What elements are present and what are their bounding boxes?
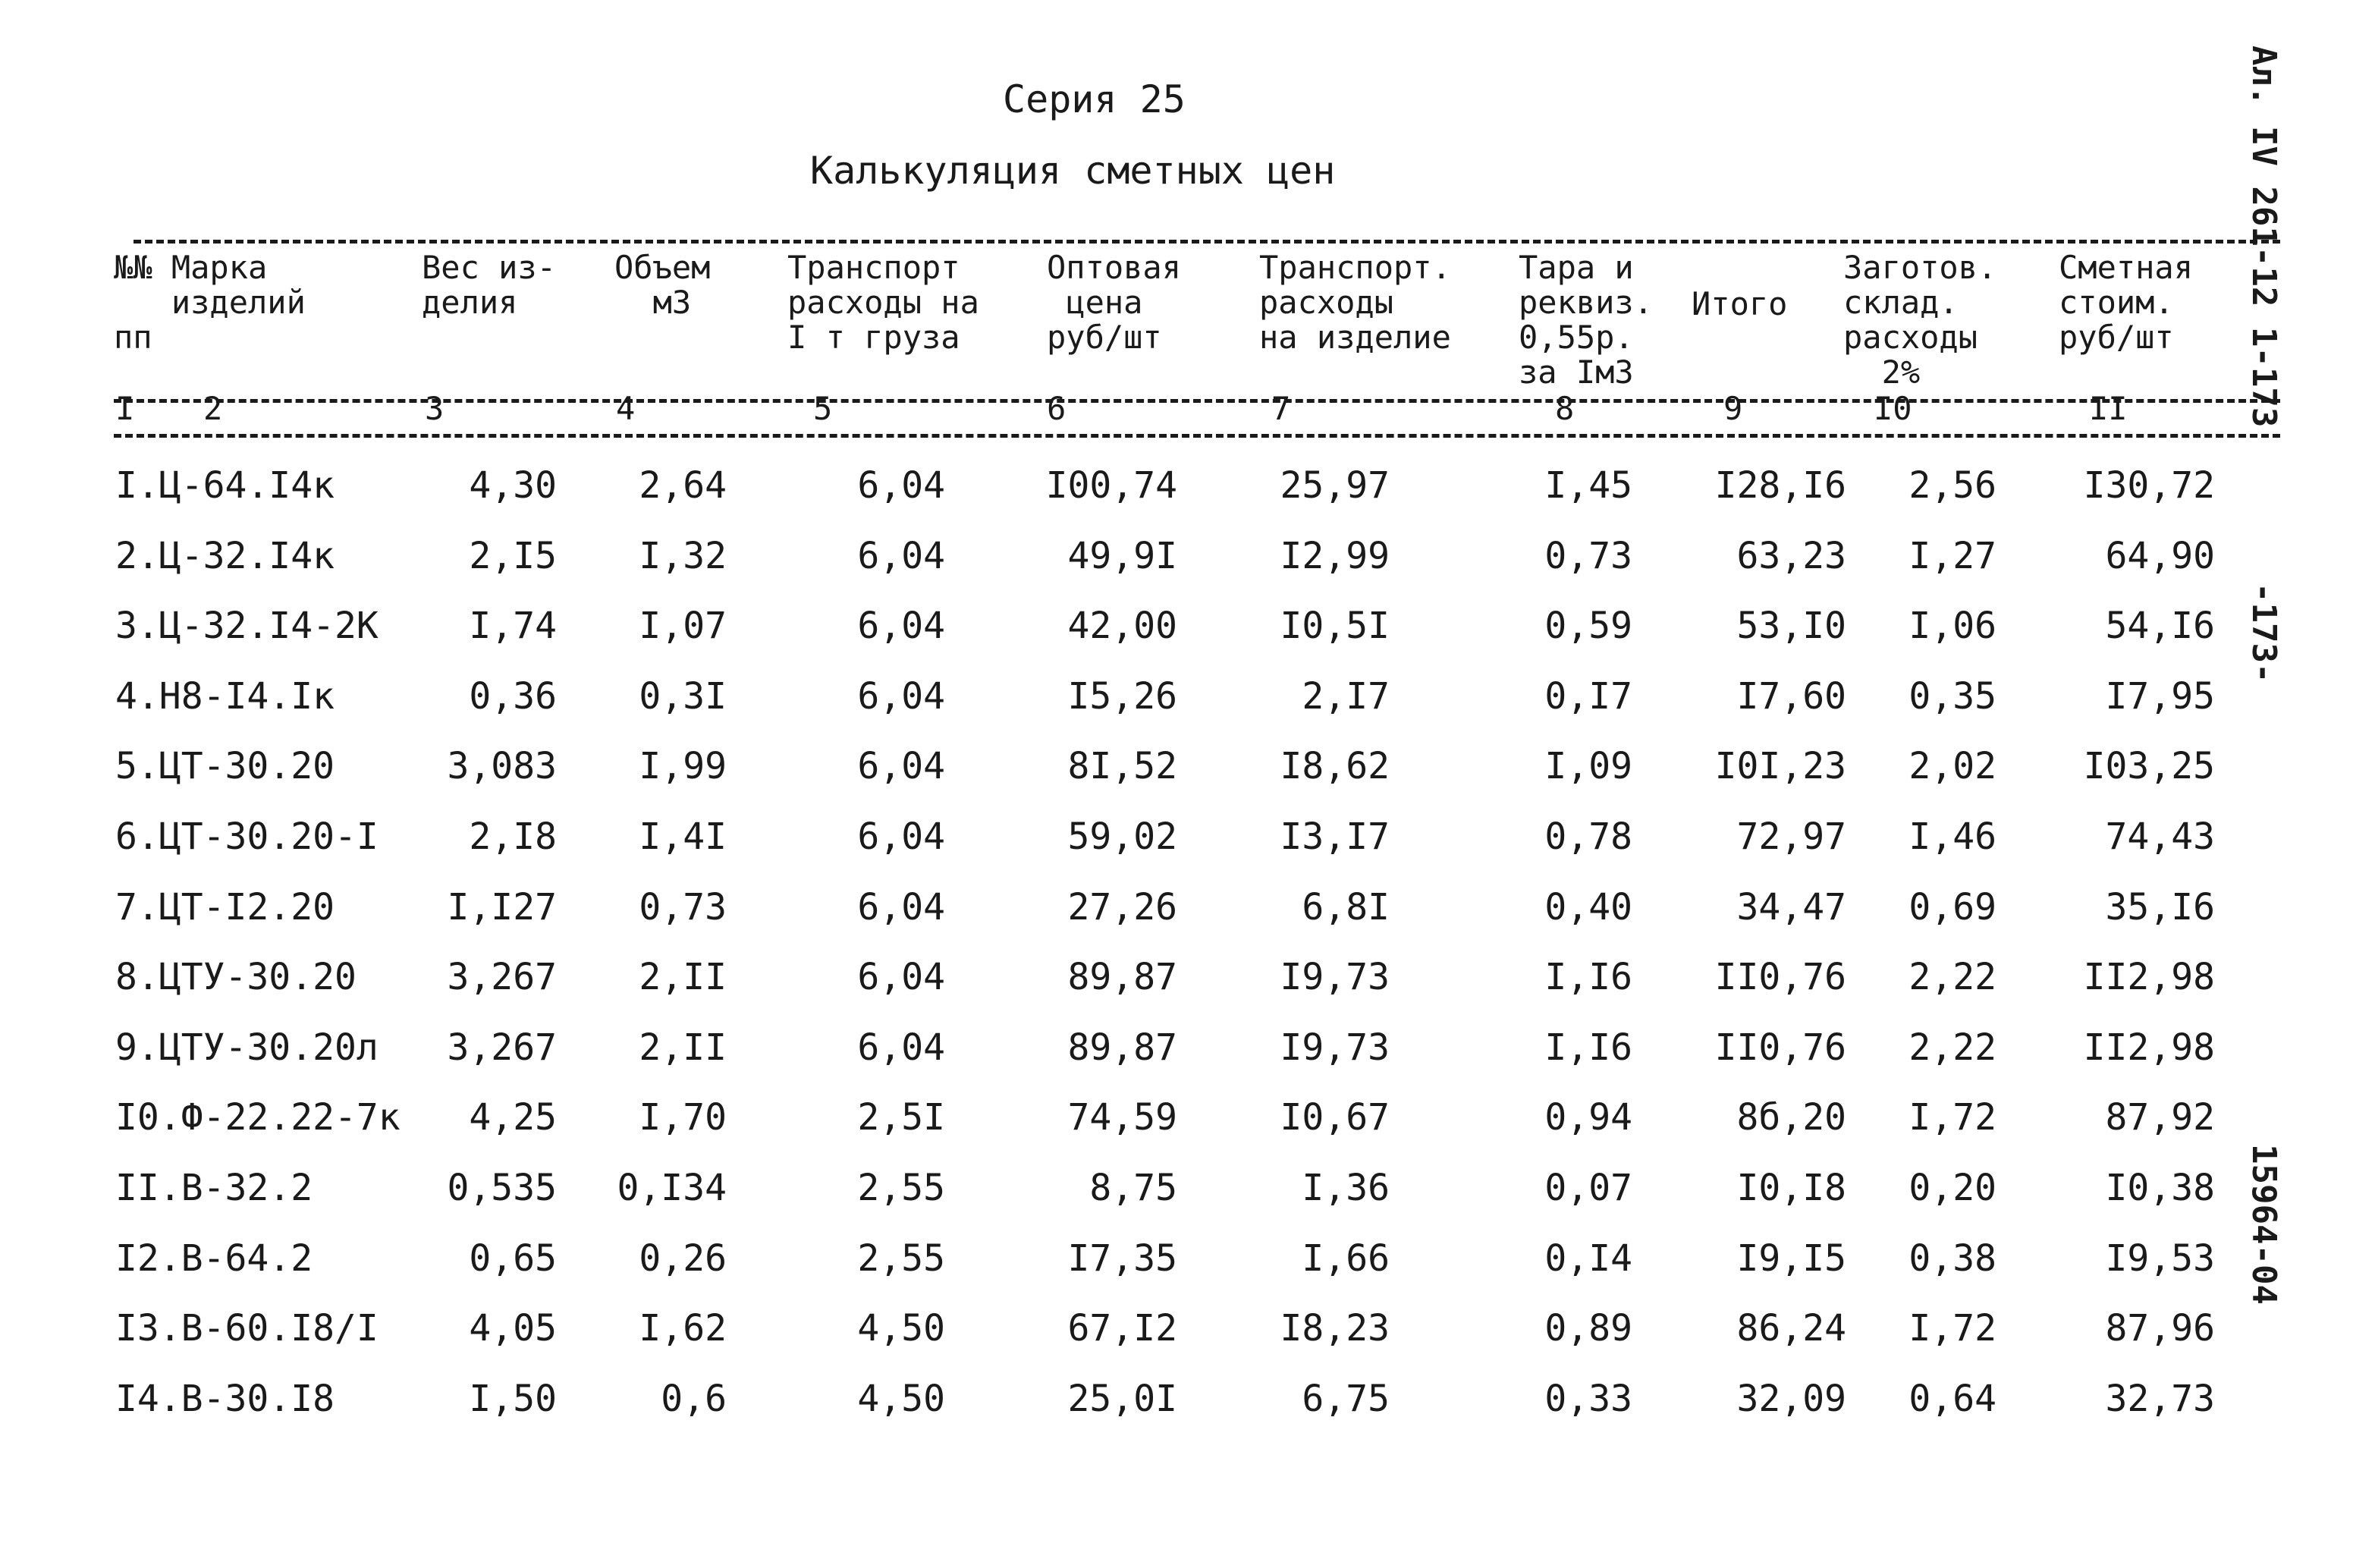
cell-value: 2,II xyxy=(639,1026,727,1069)
cell-value: 2,22 xyxy=(1908,1026,1996,1069)
cell-value: 0,26 xyxy=(639,1236,727,1280)
cell-value: I7,35 xyxy=(1067,1236,1177,1280)
cell-value: II0,76 xyxy=(1714,1026,1846,1069)
cell-value: 27,26 xyxy=(1067,885,1177,929)
cell-item-mark: 5.ЦТ-30.20 xyxy=(115,745,335,788)
cell-value: 6,04 xyxy=(857,745,945,788)
header-c9: Итого xyxy=(1692,285,1788,322)
cell-value: 0,65 xyxy=(469,1236,557,1280)
cell-value: I,I6 xyxy=(1544,1026,1632,1069)
cell-item-mark: 7.ЦТ-I2.20 xyxy=(115,885,335,929)
cell-value: I,36 xyxy=(1302,1167,1390,1209)
cell-value: I,27 xyxy=(1908,534,1996,577)
cell-item-mark: I.Ц-64.I4к xyxy=(115,464,335,507)
column-number: 6 xyxy=(1047,390,1067,427)
cell-item-mark: 8.ЦТУ-30.20 xyxy=(115,956,357,999)
cell-value: 2,I7 xyxy=(1302,674,1390,718)
cell-value: I03,25 xyxy=(2083,745,2215,788)
column-number: 8 xyxy=(1555,390,1575,427)
cell-value: 4,25 xyxy=(469,1096,557,1139)
cell-value: 35,I6 xyxy=(2105,885,2215,929)
cell-value: 32,09 xyxy=(1736,1377,1846,1420)
cell-value: 34,47 xyxy=(1736,885,1846,929)
header-c8: Тара и реквиз. 0,55р. за Iм3 xyxy=(1519,249,1654,391)
cell-value: II0,76 xyxy=(1714,956,1846,999)
cell-item-mark: 3.Ц-32.I4-2К xyxy=(115,605,379,648)
cell-value: 3,083 xyxy=(447,745,557,788)
cell-value: I0,38 xyxy=(2105,1167,2215,1209)
cell-value: I,46 xyxy=(1908,815,1996,858)
cell-item-mark: I2.В-64.2 xyxy=(115,1236,313,1280)
cell-item-mark: I0.Ф-22.22-7к xyxy=(115,1096,401,1139)
cell-value: I0,I8 xyxy=(1736,1167,1846,1209)
cell-value: 0,94 xyxy=(1544,1096,1632,1139)
header-c7: Транспорт. расходы на изделие xyxy=(1259,249,1451,356)
header-c10: Заготов. склад. расходы 2% xyxy=(1843,249,1997,391)
cell-value: 63,23 xyxy=(1736,534,1846,577)
column-number: 3 xyxy=(425,390,445,427)
cell-value: I0,67 xyxy=(1280,1096,1390,1139)
cell-value: I,32 xyxy=(639,534,727,577)
cell-value: 0,07 xyxy=(1544,1167,1632,1209)
cell-value: I8,23 xyxy=(1280,1307,1390,1350)
header-c5: Транспорт расходы на I т груза xyxy=(787,249,979,356)
cell-value: 8,75 xyxy=(1089,1167,1177,1209)
column-number: 7 xyxy=(1271,390,1291,427)
cell-item-mark: II.В-32.2 xyxy=(115,1167,313,1209)
cell-value: I30,72 xyxy=(2083,464,2215,507)
cell-value: 67,I2 xyxy=(1067,1307,1177,1350)
cell-value: 2,55 xyxy=(857,1167,945,1209)
cell-value: 2,5I xyxy=(857,1096,945,1139)
cell-value: I5,26 xyxy=(1067,674,1177,718)
cell-value: I7,60 xyxy=(1736,674,1846,718)
cell-value: 2,I8 xyxy=(469,815,557,858)
cell-value: I7,95 xyxy=(2105,674,2215,718)
cell-value: 2,II xyxy=(639,956,727,999)
margin-reference-bottom: 15964-04 xyxy=(2245,1144,2283,1305)
cell-value: 87,96 xyxy=(2105,1307,2215,1350)
cell-value: 0,6 xyxy=(661,1377,727,1420)
cell-value: I,4I xyxy=(639,815,727,858)
cell-value: 6,04 xyxy=(857,885,945,929)
cell-value: 89,87 xyxy=(1067,956,1177,999)
cell-value: 2,02 xyxy=(1908,745,1996,788)
cell-value: 25,97 xyxy=(1280,464,1390,507)
cell-value: 0,I34 xyxy=(617,1167,727,1209)
cell-value: 4,30 xyxy=(469,464,557,507)
cell-value: I,72 xyxy=(1908,1096,1996,1139)
cell-value: 0,I4 xyxy=(1544,1236,1632,1280)
cell-value: 6,04 xyxy=(857,534,945,577)
column-number: I0 xyxy=(1874,390,1912,427)
header-c1: №№ Марка изделий пп xyxy=(114,249,306,356)
cell-value: 0,59 xyxy=(1544,605,1632,648)
cell-item-mark: 9.ЦТУ-30.20л xyxy=(115,1026,379,1069)
cell-value: 89,87 xyxy=(1067,1026,1177,1069)
cell-value: I9,I5 xyxy=(1736,1236,1846,1280)
cell-value: I3,I7 xyxy=(1280,815,1390,858)
cell-value: 53,I0 xyxy=(1736,605,1846,648)
cell-value: II2,98 xyxy=(2083,956,2215,999)
cell-value: I0I,23 xyxy=(1714,745,1846,788)
column-number: I xyxy=(115,390,135,427)
cell-value: I00,74 xyxy=(1045,464,1177,507)
cell-value: 4,05 xyxy=(469,1307,557,1350)
column-number: 4 xyxy=(616,390,636,427)
cell-value: 0,78 xyxy=(1544,815,1632,858)
cell-value: I8,62 xyxy=(1280,745,1390,788)
cell-item-mark: 4.Н8-I4.Iк xyxy=(115,674,335,718)
column-number: 5 xyxy=(813,390,833,427)
cell-value: I,45 xyxy=(1544,464,1632,507)
header-c4: Объем м3 xyxy=(614,249,711,321)
cell-value: 74,43 xyxy=(2105,815,2215,858)
cell-value: 2,55 xyxy=(857,1236,945,1280)
cell-value: 6,04 xyxy=(857,605,945,648)
cell-value: 64,90 xyxy=(2105,534,2215,577)
column-number: 9 xyxy=(1723,390,1743,427)
cell-value: 0,535 xyxy=(447,1167,557,1209)
cell-value: 0,35 xyxy=(1908,674,1996,718)
cell-value: I,70 xyxy=(639,1096,727,1139)
cell-value: 6,75 xyxy=(1302,1377,1390,1420)
cell-value: 74,59 xyxy=(1067,1096,1177,1139)
cell-item-mark: 2.Ц-32.I4к xyxy=(115,534,335,577)
cell-value: I,66 xyxy=(1302,1236,1390,1280)
cell-value: 6,04 xyxy=(857,674,945,718)
cell-value: 25,0I xyxy=(1067,1377,1177,1420)
cell-value: 6,8I xyxy=(1302,885,1390,929)
column-numbers-rule-bottom xyxy=(114,434,2280,438)
column-number: 2 xyxy=(203,390,223,427)
cell-value: I28,I6 xyxy=(1714,464,1846,507)
cell-value: 2,22 xyxy=(1908,956,1996,999)
cell-value: I,99 xyxy=(639,745,727,788)
margin-page-number: -173- xyxy=(2245,583,2283,683)
header-c11: Сметная стоим. руб/шт xyxy=(2059,249,2194,356)
cell-value: 2,64 xyxy=(639,464,727,507)
cell-value: I,74 xyxy=(469,605,557,648)
cell-value: 54,I6 xyxy=(2105,605,2215,648)
cell-value: 86,24 xyxy=(1736,1307,1846,1350)
cell-value: 2,56 xyxy=(1908,464,1996,507)
cell-value: 0,I7 xyxy=(1544,674,1632,718)
cell-value: I,50 xyxy=(469,1377,557,1420)
column-number: II xyxy=(2089,390,2128,427)
cell-value: 0,38 xyxy=(1908,1236,1996,1280)
cell-value: I2,99 xyxy=(1280,534,1390,577)
cell-value: 4,50 xyxy=(857,1377,945,1420)
cell-value: I9,53 xyxy=(2105,1236,2215,1280)
header-top-rule xyxy=(134,240,2280,244)
cell-value: 0,20 xyxy=(1908,1167,1996,1209)
cell-value: I9,73 xyxy=(1280,1026,1390,1069)
cell-value: 0,73 xyxy=(639,885,727,929)
cell-item-mark: I3.В-60.I8/I xyxy=(115,1307,379,1350)
cell-value: I,07 xyxy=(639,605,727,648)
cell-value: 59,02 xyxy=(1067,815,1177,858)
header-c6: Оптовая цена руб/шт xyxy=(1047,249,1182,356)
cell-value: 0,40 xyxy=(1544,885,1632,929)
cell-value: II2,98 xyxy=(2083,1026,2215,1069)
margin-reference-top: Ал. IV 261-12 1-173 xyxy=(2245,46,2283,428)
cell-value: 6,04 xyxy=(857,1026,945,1069)
cell-value: 3,267 xyxy=(447,956,557,999)
cell-value: 0,89 xyxy=(1544,1307,1632,1350)
page-title: Серия 25 xyxy=(1003,77,1186,121)
cell-value: I0,5I xyxy=(1280,605,1390,648)
cell-item-mark: 6.ЦТ-30.20-I xyxy=(115,815,379,858)
cell-value: I,I6 xyxy=(1544,956,1632,999)
cell-value: 72,97 xyxy=(1736,815,1846,858)
cell-value: 6,04 xyxy=(857,956,945,999)
cell-value: 32,73 xyxy=(2105,1377,2215,1420)
cell-value: 4,50 xyxy=(857,1307,945,1350)
cell-value: 2,I5 xyxy=(469,534,557,577)
cell-value: 8I,52 xyxy=(1067,745,1177,788)
cell-value: I,06 xyxy=(1908,605,1996,648)
cell-value: 0,73 xyxy=(1544,534,1632,577)
cell-value: 87,92 xyxy=(2105,1096,2215,1139)
cell-value: 8б,20 xyxy=(1736,1096,1846,1139)
cell-value: 0,64 xyxy=(1908,1377,1996,1420)
cell-value: 6,04 xyxy=(857,464,945,507)
cell-value: 0,36 xyxy=(469,674,557,718)
cell-value: 3,267 xyxy=(447,1026,557,1069)
cell-value: I9,73 xyxy=(1280,956,1390,999)
cell-value: 0,3I xyxy=(639,674,727,718)
cell-value: 6,04 xyxy=(857,815,945,858)
cell-value: I,09 xyxy=(1544,745,1632,788)
cell-value: 0,33 xyxy=(1544,1377,1632,1420)
cell-value: 0,69 xyxy=(1908,885,1996,929)
cell-value: 42,00 xyxy=(1067,605,1177,648)
cell-value: I,62 xyxy=(639,1307,727,1350)
cell-value: 49,9I xyxy=(1067,534,1177,577)
page-subtitle: Калькуляция сметных цен xyxy=(810,149,1336,193)
header-c3: Вес из- делия xyxy=(422,249,557,321)
cell-value: I,I27 xyxy=(447,885,557,929)
cell-item-mark: I4.В-30.I8 xyxy=(115,1377,335,1420)
cell-value: I,72 xyxy=(1908,1307,1996,1350)
